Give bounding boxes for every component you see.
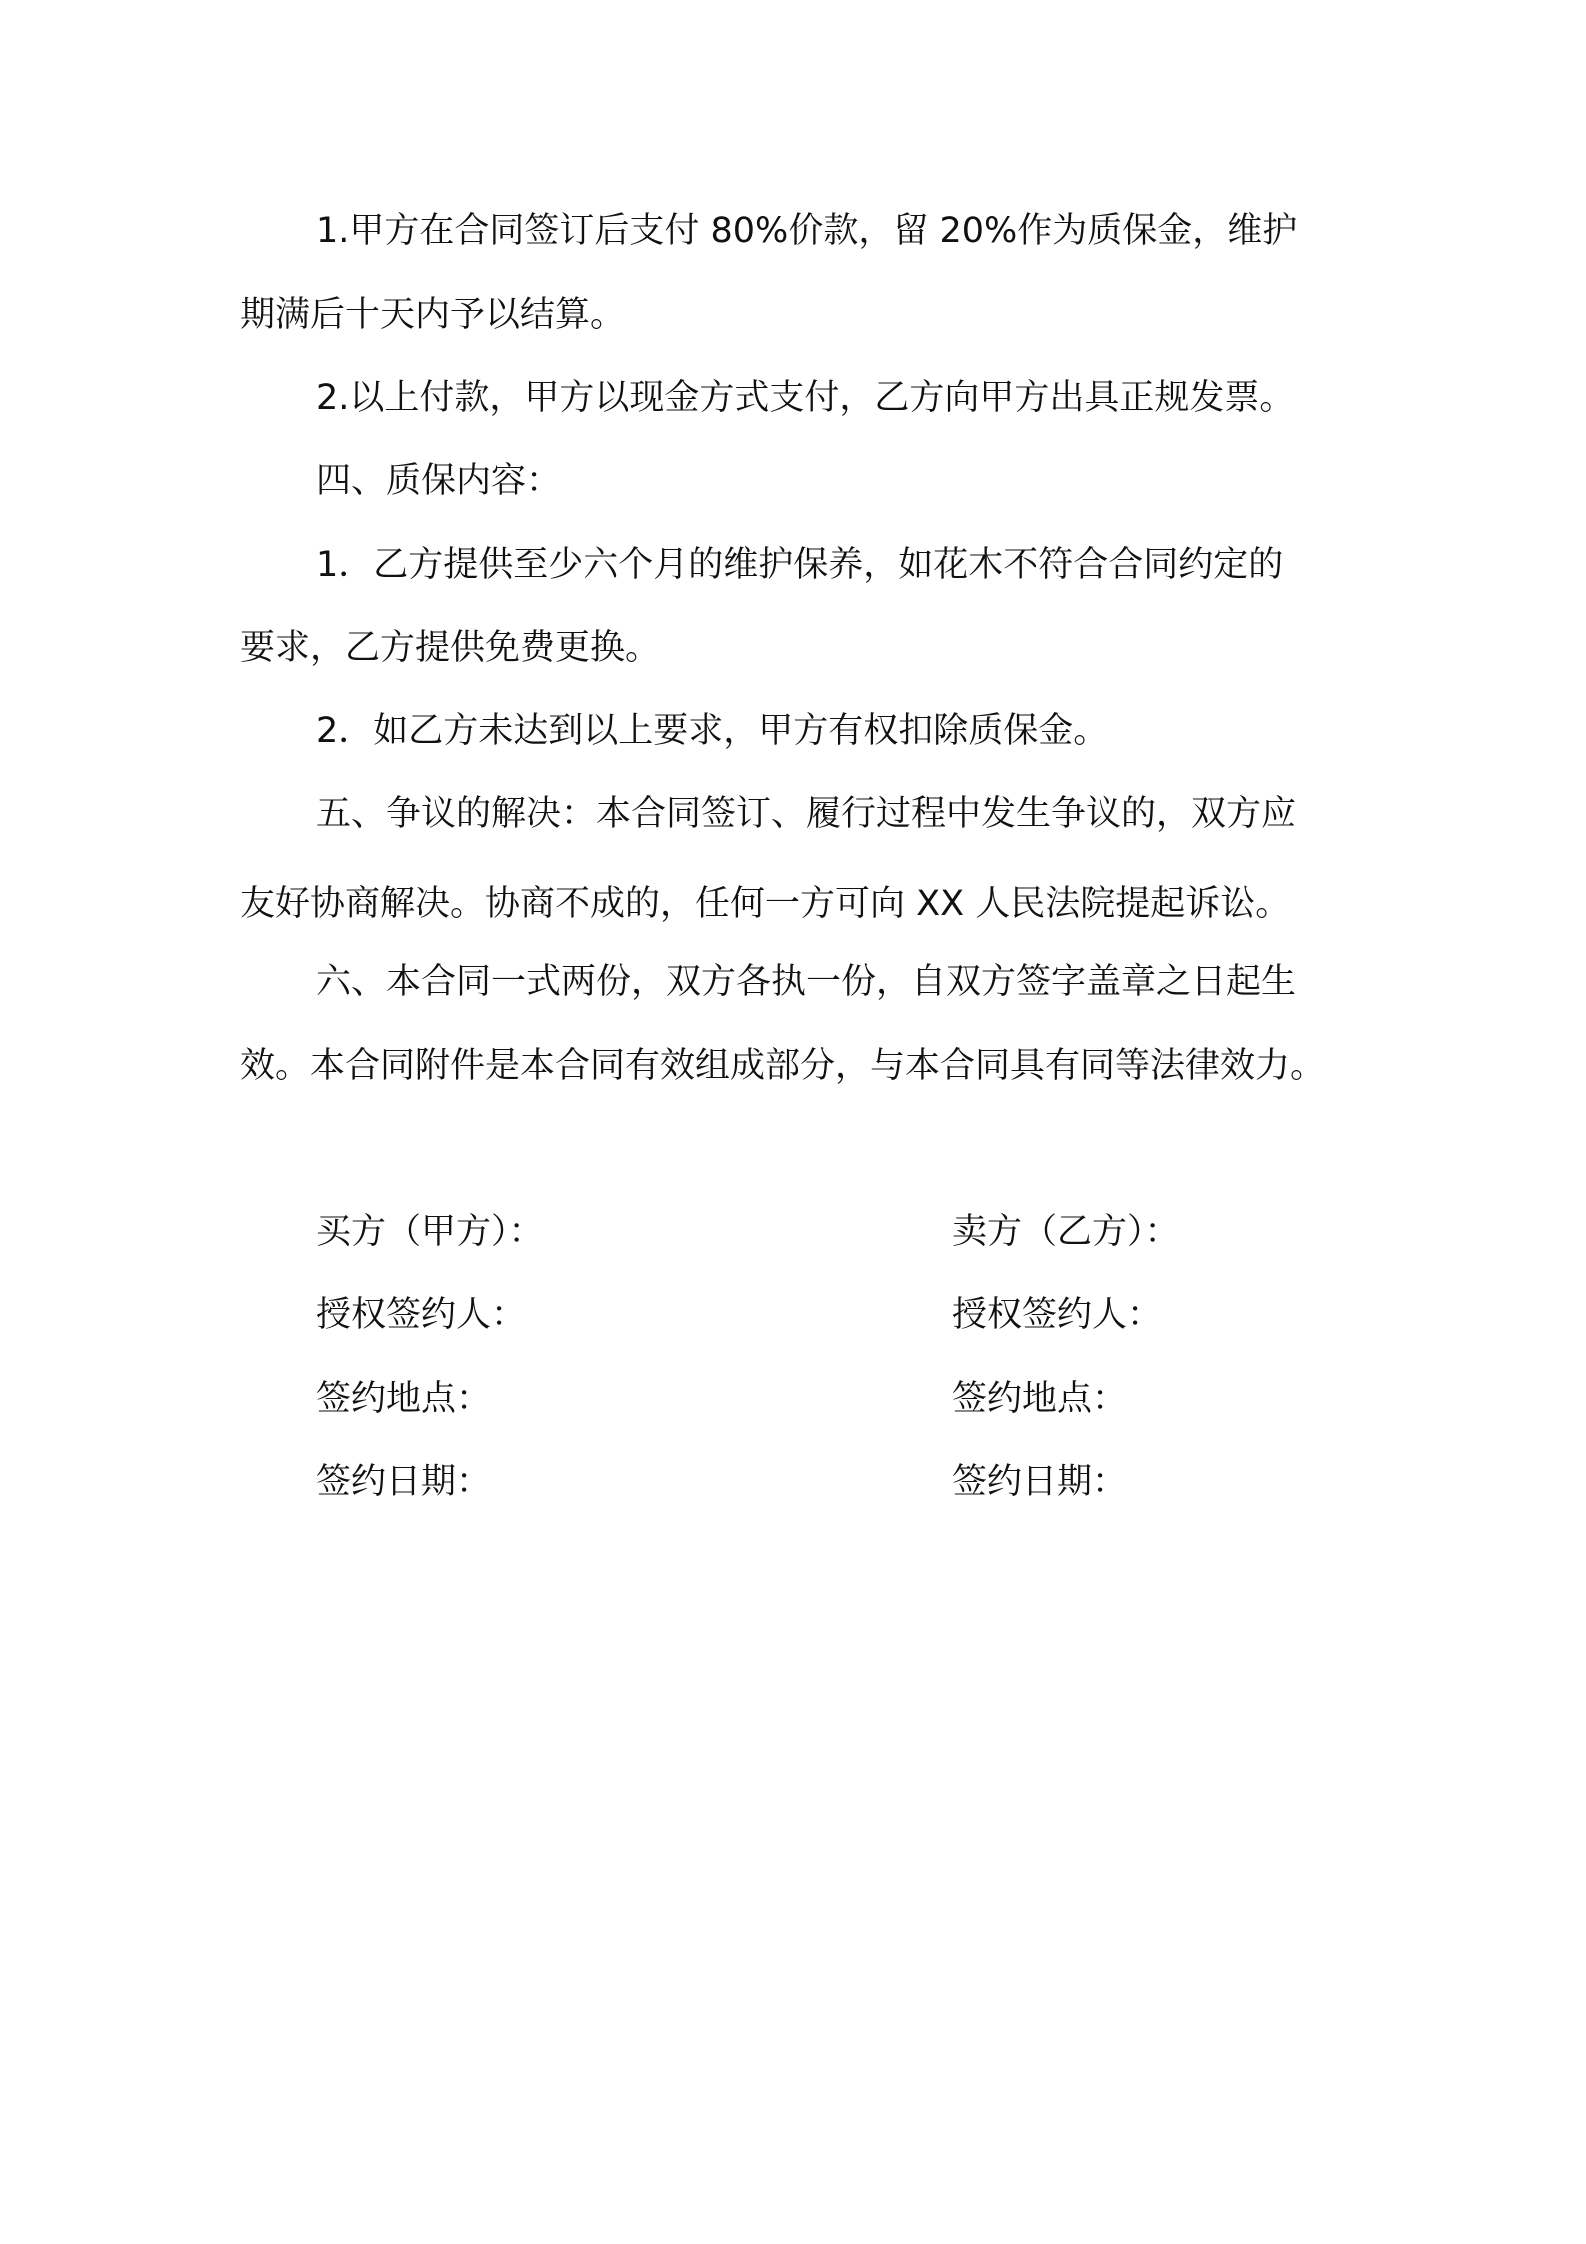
clause-payment-1-line-2: 期满后十天内予以结算。 — [240, 295, 626, 335]
buyer-date-label: 签约日期： — [316, 1462, 492, 1502]
buyer-place-label: 签约地点： — [316, 1379, 492, 1419]
seller-party-label: 卖方（乙方）： — [952, 1212, 1180, 1252]
section-heading-warranty: 四、质保内容： — [316, 461, 562, 501]
seller-place-label: 签约地点： — [952, 1379, 1128, 1419]
buyer-party-label: 买方（甲方）： — [316, 1212, 544, 1252]
clause-warranty-2: 2．如乙方未达到以上要求，甲方有权扣除质保金。 — [316, 711, 1109, 751]
clause-copies-line-1: 六、本合同一式两份，双方各执一份，自双方签字盖章之日起生 — [316, 962, 1297, 1002]
seller-date-label: 签约日期： — [952, 1462, 1128, 1502]
clause-payment-1-line-1: 1.甲方在合同签订后支付 80%价款，留 20%作为质保金，维护 — [316, 211, 1298, 251]
clause-payment-2: 2.以上付款，甲方以现金方式支付，乙方向甲方出具正规发票。 — [316, 378, 1295, 418]
seller-signer-label: 授权签约人： — [952, 1295, 1163, 1335]
clause-dispute-line-2: 友好协商解决。协商不成的，任何一方可向 XX 人民法院提起诉讼。 — [240, 884, 1291, 924]
buyer-signer-label: 授权签约人： — [316, 1295, 527, 1335]
clause-copies-line-2: 效。本合同附件是本合同有效组成部分，与本合同具有同等法律效力。 — [240, 1046, 1326, 1086]
clause-warranty-1-line-2: 要求，乙方提供免费更换。 — [240, 628, 661, 668]
clause-warranty-1-line-1: 1．乙方提供至少六个月的维护保养，如花木不符合合同约定的 — [316, 545, 1284, 585]
clause-dispute-line-1: 五、争议的解决：本合同签订、履行过程中发生争议的，双方应 — [316, 794, 1297, 834]
